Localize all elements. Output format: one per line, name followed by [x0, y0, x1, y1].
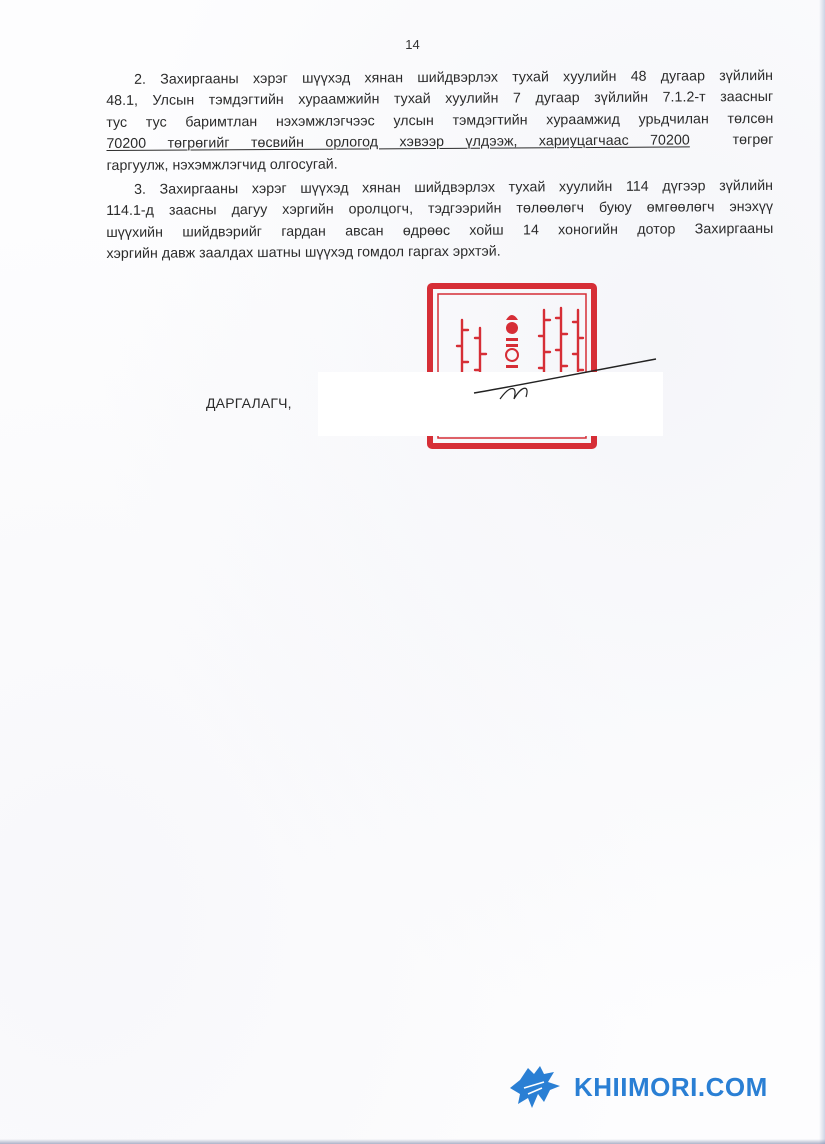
paragraph-line-tail: төгрөг	[732, 132, 774, 149]
paragraph-line: шүүхийн шийдвэрийг гардан авсан өдрөөс хойш 14 хоногийн дотор Захиргааны	[106, 220, 774, 241]
paragraph-line: тус тус баримтлан нэхэмжлэгчээс улсын тэмдэгтийн хураамжид урьдчилан төлсөн	[106, 110, 774, 131]
site-watermark	[504, 1058, 804, 1114]
paragraph-line: гаргуулж, нэхэмжлэгчид олгосугай.	[106, 156, 338, 174]
paragraph-line: 3. Захиргааны хэрэг шүүхэд хянан шийдвэрлэх тухай хуулийн 114 дүгээр зүйлийн	[134, 177, 774, 198]
paragraph-2	[106, 66, 774, 177]
paragraph-line: 48.1, Улсын тэмдэгтийн хураамжийн тухай хуулийн 7 дугаар зүйлийн 7.1.2-т заасныг	[106, 89, 774, 110]
paragraph-line: 2. Захиргааны хэрэг шүүхэд хянан шийдвэрлэх тухай хуулийн 48 дугаар зүйлийн	[134, 67, 774, 88]
paragraph-line	[106, 130, 773, 155]
horse-logo-icon	[504, 1058, 570, 1114]
page-number: 14	[405, 37, 420, 52]
signer-title: ДАРГАЛАГЧ,	[206, 395, 292, 411]
underlined-text: 70200 төгрөгийг төсвийн орлогод хэвээр үлдээж, хариуцагчаас 70200	[106, 132, 690, 153]
paragraph-3	[106, 176, 774, 266]
handwritten-signature	[470, 355, 660, 405]
page-edge-shadow	[819, 0, 825, 1144]
watermark-text: KHIIMORI.COM	[574, 1072, 768, 1102]
page-bottom-shadow	[0, 1139, 825, 1144]
paragraph-line: 114.1-д заасны дагуу хэргийн оролцогч, тэдгээрийн төлөөлөгч буюу өмгөөлөгч энэхүү	[106, 199, 774, 220]
paragraph-line: хэргийн давж заалдах шатны шүүхэд гомдол гаргах эрхтэй.	[106, 243, 501, 263]
